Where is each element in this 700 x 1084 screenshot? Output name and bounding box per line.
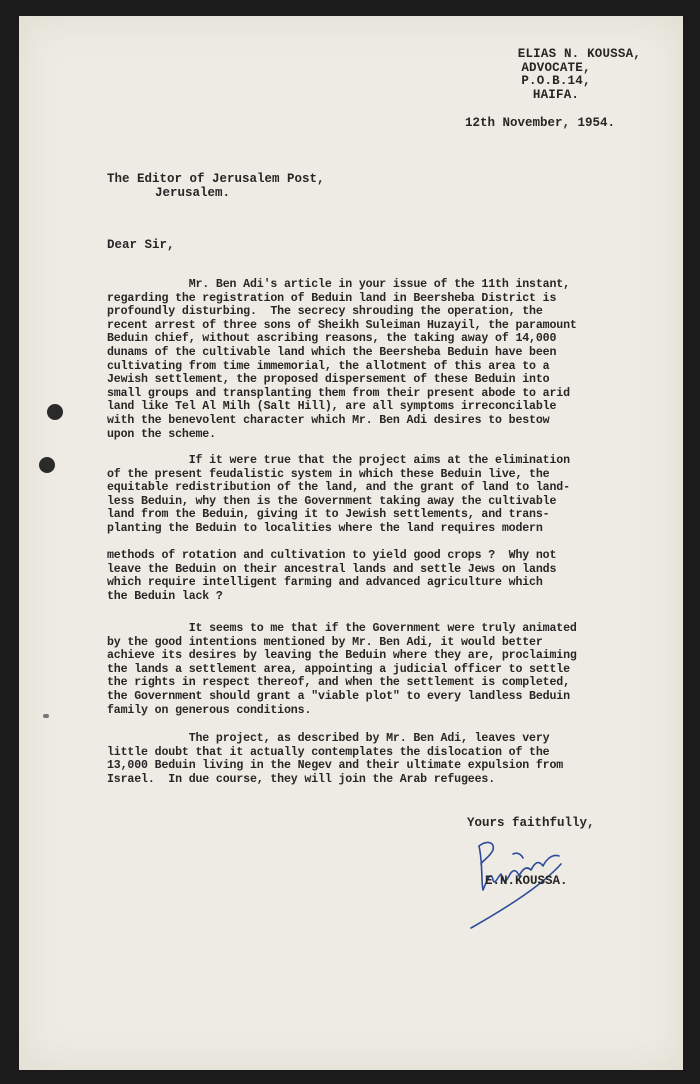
paragraph-3 <box>107 622 667 717</box>
text-line: The project, as described by Mr. Ben Adi, leaves very <box>107 732 550 745</box>
text-line: by the good intentions mentioned by Mr. Ben Adi, it would better <box>107 635 543 649</box>
text-line: dunams of the cultivable land which the Beersheba Beduin have been <box>107 345 557 359</box>
text-line: little doubt that it actually contemplates the dislocation of the <box>107 745 550 759</box>
letter-date: 12th November, 1954. <box>465 116 616 130</box>
text-line: family on generous conditions. <box>107 703 312 717</box>
text-line: profoundly disturbing. The secrecy shrouding the operation, the <box>107 305 543 319</box>
letterhead-title: ADVOCATE, <box>521 60 591 75</box>
text-line: small groups and transplanting them from their present abode to arid <box>107 386 570 400</box>
text-line: If it were true that the project aims at the elimination <box>107 454 570 467</box>
text-line: Beduin chief, without ascribing reasons, the taking away of 14,000 <box>107 332 557 346</box>
closing: Yours faithfully, <box>467 816 595 830</box>
text-line: Jewish settlement, the proposed dispersement of these Beduin into <box>107 373 550 387</box>
text-line: the Beduin lack ? <box>107 589 223 603</box>
letterhead-city: HAIFA. <box>532 87 580 102</box>
text-line: the rights in respect thereof, and when the settlement is completed, <box>107 676 570 690</box>
addressee-line-2: Jerusalem. <box>155 186 231 200</box>
text-line: which require intelligent farming and advanced agriculture which <box>107 576 543 590</box>
text-line: the Government should grant a "viable plot" to every landless Beduin <box>107 689 570 703</box>
text-line: recent arrest of three sons of Sheikh Suleiman Huzayil, the paramount <box>107 318 577 332</box>
paragraph-1 <box>107 278 667 441</box>
text-line: upon the scheme. <box>107 427 216 441</box>
text-line: planting the Beduin to localities where the land requires modern <box>107 521 543 535</box>
text-line: equitable redistribution of the land, and the grant of land to land- <box>107 481 570 495</box>
letterhead-pob: P.O.B.14, <box>521 74 591 88</box>
text-line: leave the Beduin on their ancestral lands and settle Jews on lands <box>107 562 557 576</box>
text-line: cultivating from time immemorial, the allotment of this area to a <box>107 359 550 373</box>
text-line: It seems to me that if the Government were truly animated <box>107 622 577 635</box>
text-line: land from the Beduin, giving it to Jewish settlements, and trans- <box>107 508 550 522</box>
text-line: with the benevolent character which Mr. Ben Adi desires to bestow <box>107 413 550 427</box>
punch-hole-upper <box>47 404 63 420</box>
page-mark <box>43 714 49 718</box>
letterhead <box>471 48 641 102</box>
punch-hole-lower <box>39 457 55 473</box>
text-line: less Beduin, why then is the Government taking away the cultivable <box>107 494 557 508</box>
text-line: Israel. In due course, they will join the Arab refugees. <box>107 772 496 786</box>
text-line: regarding the registration of Beduin land in Beersheba District is <box>107 291 557 305</box>
paragraph-4 <box>107 732 667 786</box>
text-line: methods of rotation and cultivation to yield good crops ? Why not <box>107 549 557 563</box>
salutation: Dear Sir, <box>107 238 175 252</box>
paragraph-2 <box>107 454 667 604</box>
addressee-line-1: The Editor of Jerusalem Post, <box>107 172 325 186</box>
text-line <box>107 536 667 550</box>
addressee <box>107 172 325 200</box>
text-line: land like Tel Al Milh (Salt Hill), are all symptoms irreconcilable <box>107 400 557 414</box>
text-line: the lands a settlement area, appointing a judicial officer to settle <box>107 662 570 676</box>
text-line: Mr. Ben Adi's article in your issue of the 11th instant, <box>107 278 570 291</box>
signature-name: E.N.KOUSSA. <box>485 874 568 888</box>
text-line: of the present feudalistic system in which these Beduin live, the <box>107 467 550 481</box>
text-line: achieve its desires by leaving the Beduin where they are, proclaiming <box>107 649 577 663</box>
text-line: 13,000 Beduin living in the Negev and their ultimate expulsion from <box>107 759 564 773</box>
letterhead-name: ELIAS N. KOUSSA, <box>517 47 641 61</box>
letter-page <box>19 16 683 1070</box>
